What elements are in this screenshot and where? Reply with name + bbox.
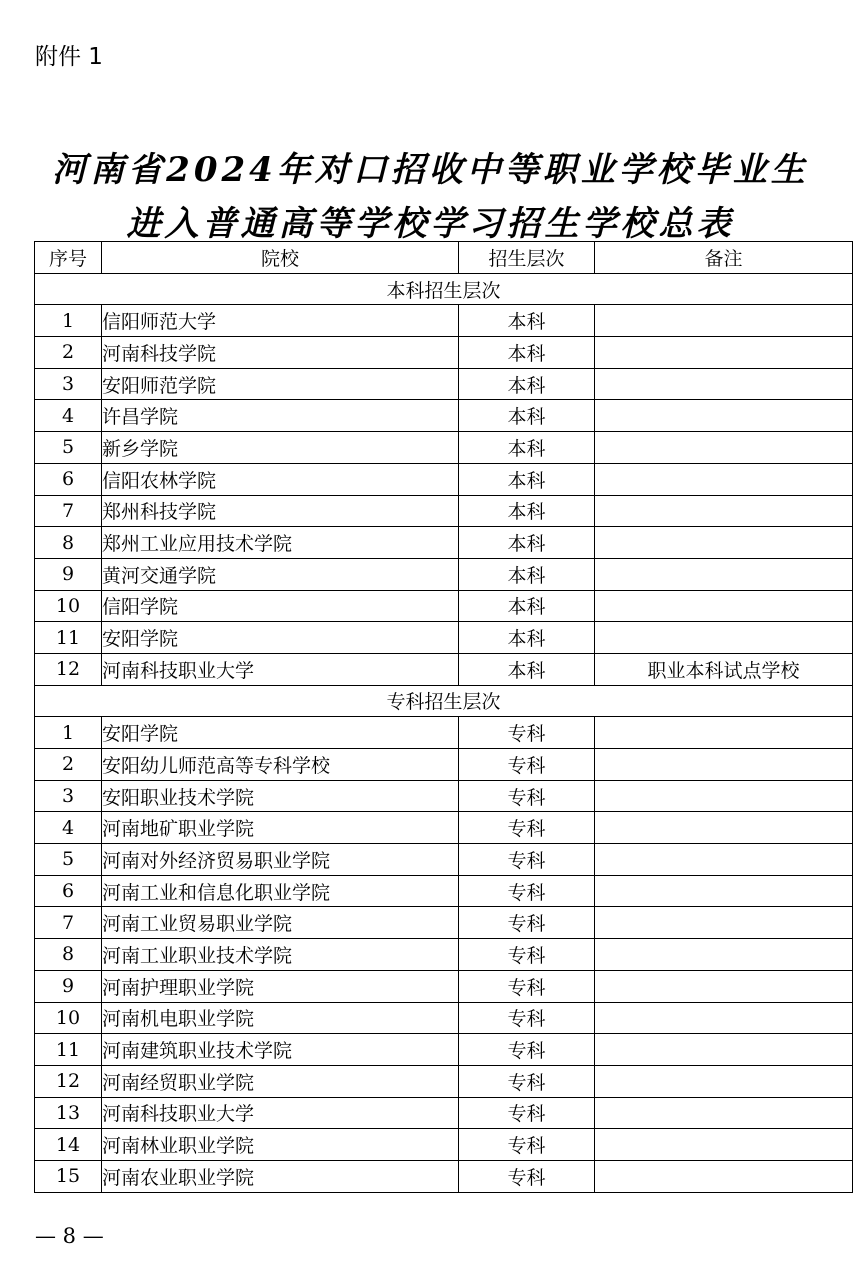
- row-index: 7: [35, 495, 102, 527]
- remark: [595, 527, 853, 559]
- remark: [595, 337, 853, 369]
- remark: [595, 1097, 853, 1129]
- table-row: [35, 558, 853, 590]
- table-row: [35, 622, 853, 654]
- enrollment-level: 专科: [459, 875, 595, 907]
- remark: [595, 558, 853, 590]
- row-index: 9: [35, 970, 102, 1002]
- table-body: [35, 273, 853, 1192]
- school-name: 郑州工业应用技术学院: [102, 527, 459, 559]
- remark: [595, 780, 853, 812]
- school-name: 河南农业职业学院: [102, 1160, 459, 1192]
- remark: [595, 875, 853, 907]
- enrollment-level: 本科: [459, 495, 595, 527]
- school-name: 河南科技学院: [102, 337, 459, 369]
- remark: [595, 1034, 853, 1066]
- row-index: 3: [35, 368, 102, 400]
- school-name: 黄河交通学院: [102, 558, 459, 590]
- document-title-line-2: 进入普通高等学校学习招生学校总表: [126, 204, 735, 244]
- school-name: 河南经贸职业学院: [102, 1065, 459, 1097]
- remark: [595, 717, 853, 749]
- school-name: 河南护理职业学院: [102, 970, 459, 1002]
- school-name: 河南工业职业技术学院: [102, 939, 459, 971]
- section-title: 专科招生层次: [35, 685, 853, 717]
- row-index: 4: [35, 812, 102, 844]
- remark: [595, 1129, 853, 1161]
- remark: [595, 1160, 853, 1192]
- row-index: 1: [35, 305, 102, 337]
- row-index: 10: [35, 1002, 102, 1034]
- enrollment-level: 本科: [459, 368, 595, 400]
- table-row: [35, 463, 853, 495]
- table-row: [35, 780, 853, 812]
- table-row: [35, 527, 853, 559]
- enrollment-level: 本科: [459, 463, 595, 495]
- school-name: 安阳学院: [102, 717, 459, 749]
- table-row: [35, 653, 853, 685]
- row-index: 13: [35, 1097, 102, 1129]
- table-row: [35, 749, 853, 781]
- table-header-row: [35, 242, 853, 274]
- row-index: 11: [35, 622, 102, 654]
- table-row: [35, 432, 853, 464]
- document-title-line-1: 河南省2024年对口招收中等职业学校毕业生: [52, 150, 809, 190]
- school-name: 安阳学院: [102, 622, 459, 654]
- remark: [595, 970, 853, 1002]
- remark: [595, 495, 853, 527]
- school-name: 郑州科技学院: [102, 495, 459, 527]
- enrollment-level: 专科: [459, 1002, 595, 1034]
- row-index: 5: [35, 844, 102, 876]
- enrollment-level: 本科: [459, 622, 595, 654]
- school-name: 河南工业贸易职业学院: [102, 907, 459, 939]
- row-index: 10: [35, 590, 102, 622]
- school-name: 河南科技职业大学: [102, 653, 459, 685]
- remark: [595, 622, 853, 654]
- table-row: [35, 590, 853, 622]
- remark: [595, 590, 853, 622]
- enrollment-level: 专科: [459, 1129, 595, 1161]
- row-index: 8: [35, 527, 102, 559]
- remark: [595, 432, 853, 464]
- table-row: [35, 717, 853, 749]
- remark: [595, 907, 853, 939]
- remark: [595, 1002, 853, 1034]
- attachment-label: 附件 1: [35, 44, 103, 70]
- enrollment-level: 专科: [459, 970, 595, 1002]
- school-name: 新乡学院: [102, 432, 459, 464]
- enrollment-level: 专科: [459, 1097, 595, 1129]
- table-row: [35, 337, 853, 369]
- remark: 职业本科试点学校: [595, 653, 853, 685]
- table-row: [35, 1065, 853, 1097]
- enrollment-level: 专科: [459, 1160, 595, 1192]
- enrollment-level: 专科: [459, 812, 595, 844]
- remark: [595, 812, 853, 844]
- row-index: 14: [35, 1129, 102, 1161]
- school-name: 信阳学院: [102, 590, 459, 622]
- school-name: 信阳师范大学: [102, 305, 459, 337]
- remark: [595, 844, 853, 876]
- header-index: 序号: [35, 242, 102, 274]
- table-row: [35, 495, 853, 527]
- table-row: [35, 368, 853, 400]
- enrollment-level: 本科: [459, 653, 595, 685]
- school-name: 河南对外经济贸易职业学院: [102, 844, 459, 876]
- school-name: 河南工业和信息化职业学院: [102, 875, 459, 907]
- enrollment-level: 专科: [459, 717, 595, 749]
- enrollment-level: 专科: [459, 1065, 595, 1097]
- school-name: 安阳师范学院: [102, 368, 459, 400]
- section-title: 本科招生层次: [35, 273, 853, 305]
- enrollment-level: 本科: [459, 400, 595, 432]
- row-index: 12: [35, 1065, 102, 1097]
- enrollment-level: 专科: [459, 844, 595, 876]
- section-row: [35, 685, 853, 717]
- enrollment-level: 专科: [459, 1034, 595, 1066]
- row-index: 11: [35, 1034, 102, 1066]
- row-index: 15: [35, 1160, 102, 1192]
- remark: [595, 1065, 853, 1097]
- row-index: 9: [35, 558, 102, 590]
- school-name: 信阳农林学院: [102, 463, 459, 495]
- remark: [595, 939, 853, 971]
- school-name: 河南机电职业学院: [102, 1002, 459, 1034]
- enrollment-level: 本科: [459, 305, 595, 337]
- enrollment-level: 本科: [459, 558, 595, 590]
- school-name: 河南地矿职业学院: [102, 812, 459, 844]
- page-number: — 8 —: [35, 1224, 104, 1248]
- enrollment-level: 本科: [459, 337, 595, 369]
- remark: [595, 400, 853, 432]
- table-row: [35, 1034, 853, 1066]
- header-school: 院校: [102, 242, 459, 274]
- school-name: 安阳职业技术学院: [102, 780, 459, 812]
- table-row: [35, 875, 853, 907]
- school-name: 河南林业职业学院: [102, 1129, 459, 1161]
- remark: [595, 368, 853, 400]
- table-row: [35, 844, 853, 876]
- row-index: 6: [35, 463, 102, 495]
- remark: [595, 463, 853, 495]
- row-index: 2: [35, 749, 102, 781]
- school-name: 河南建筑职业技术学院: [102, 1034, 459, 1066]
- header-note: 备注: [595, 242, 853, 274]
- enrollment-level: 专科: [459, 780, 595, 812]
- table-row: [35, 305, 853, 337]
- row-index: 6: [35, 875, 102, 907]
- remark: [595, 305, 853, 337]
- school-name: 河南科技职业大学: [102, 1097, 459, 1129]
- section-row: [35, 273, 853, 305]
- enrollment-level: 本科: [459, 527, 595, 559]
- row-index: 2: [35, 337, 102, 369]
- enrollment-level: 专科: [459, 907, 595, 939]
- enrollment-level: 本科: [459, 432, 595, 464]
- table-row: [35, 1129, 853, 1161]
- table-row: [35, 400, 853, 432]
- header-level: 招生层次: [459, 242, 595, 274]
- table-row: [35, 1160, 853, 1192]
- row-index: 1: [35, 717, 102, 749]
- table-row: [35, 812, 853, 844]
- enrollment-level: 本科: [459, 590, 595, 622]
- row-index: 4: [35, 400, 102, 432]
- row-index: 5: [35, 432, 102, 464]
- row-index: 7: [35, 907, 102, 939]
- table-row: [35, 907, 853, 939]
- row-index: 8: [35, 939, 102, 971]
- table-row: [35, 970, 853, 1002]
- enrollment-level: 专科: [459, 939, 595, 971]
- row-index: 3: [35, 780, 102, 812]
- school-name: 许昌学院: [102, 400, 459, 432]
- school-name: 安阳幼儿师范高等专科学校: [102, 749, 459, 781]
- table-row: [35, 1097, 853, 1129]
- table-row: [35, 1002, 853, 1034]
- table-row: [35, 939, 853, 971]
- row-index: 12: [35, 653, 102, 685]
- enrollment-level: 专科: [459, 749, 595, 781]
- remark: [595, 749, 853, 781]
- school-table: [34, 241, 853, 1193]
